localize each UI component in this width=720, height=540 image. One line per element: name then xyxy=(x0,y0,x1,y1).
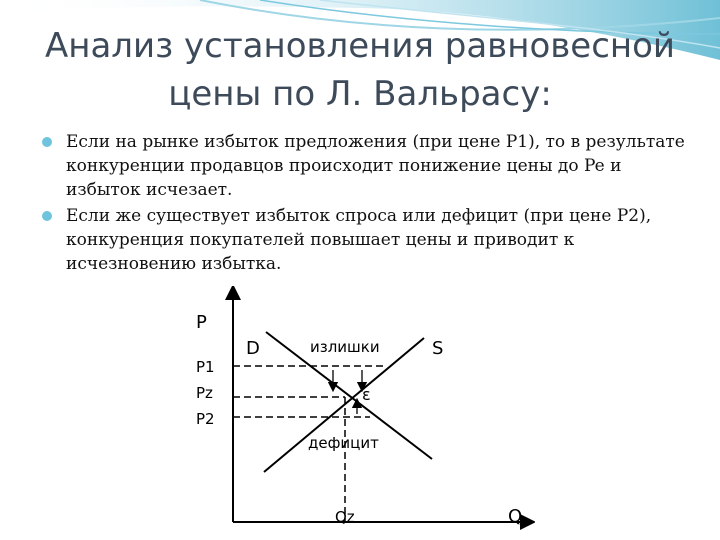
supply-demand-diagram xyxy=(190,286,535,540)
bullet-item-2 xyxy=(30,204,690,276)
qe-label: Qz xyxy=(335,508,355,526)
title-line-2: цены по Л. Вальрасу: xyxy=(168,74,552,114)
slide-title xyxy=(40,22,680,118)
pe-label: Pz xyxy=(196,384,213,402)
bullet-text-1: Если на рынке избыток предложения (при цене P1), то в результате конкуренции продавцов происходит понижение цены до Pe и избыток исчезает. xyxy=(66,132,685,200)
bullet-text-2: Если же существует избыток спроса или дефицит (при цене P2), конкуренция покупателей повышает цены и приводит к исчезновению избытка. xyxy=(66,206,652,274)
deficit-label: дефицит xyxy=(308,434,379,452)
p1-label: P1 xyxy=(196,358,215,376)
title-line-1: Анализ установления равновесной xyxy=(44,26,676,66)
equilibrium-label: ε xyxy=(362,385,371,404)
bullet-list xyxy=(30,130,690,278)
surplus-label: излишки xyxy=(310,338,380,356)
p2-label: P2 xyxy=(196,410,215,428)
supply-label: S xyxy=(432,338,444,359)
bullet-dot-icon xyxy=(42,211,52,221)
bullet-item-1 xyxy=(30,130,690,202)
demand-label: D xyxy=(246,338,260,359)
q-axis-label: Q xyxy=(508,506,523,527)
bullet-dot-icon xyxy=(42,137,52,147)
p-axis-label: P xyxy=(196,312,207,333)
